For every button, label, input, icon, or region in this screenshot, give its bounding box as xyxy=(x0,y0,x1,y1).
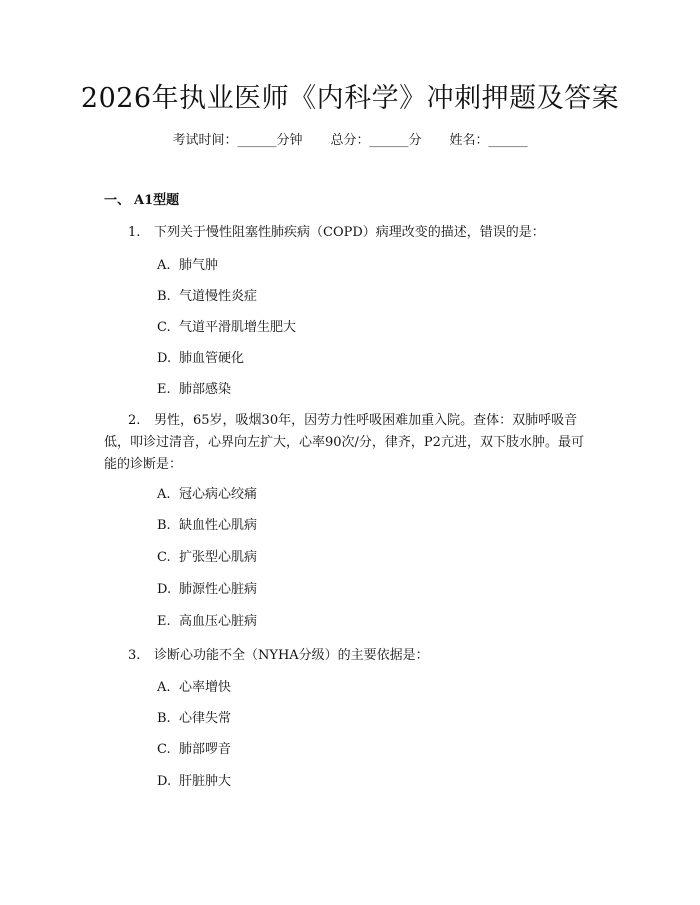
section-label: A1型题 xyxy=(134,193,180,208)
option-letter: D. xyxy=(157,582,172,597)
option-text: 高血压心脏病 xyxy=(179,614,258,629)
question-number: 1. xyxy=(128,225,141,240)
exam-meta xyxy=(0,131,700,151)
option-text: 扩张型心肌病 xyxy=(179,550,258,565)
option-text: 心率增快 xyxy=(179,680,232,695)
option-2b xyxy=(157,516,257,536)
page-title: 2026年执业医师《内科学》冲刺押题及答案 xyxy=(80,83,620,114)
option-text: 缺血性心肌病 xyxy=(179,518,258,533)
name-label: 姓名：______ xyxy=(449,133,528,148)
option-2a xyxy=(157,485,257,505)
question-text: 男性，65岁，吸烟30年，因劳力性呼吸困难加重入院。查体：双肺呼吸音低，叩诊过清音，心界向左扩大，心率90次/分，律齐，P2亢进，双下肢水肿。最可能的诊断是： xyxy=(104,413,584,472)
option-2c xyxy=(157,548,257,568)
option-letter: C. xyxy=(157,742,171,757)
option-letter: C. xyxy=(157,320,171,335)
option-text: 肺源性心脏病 xyxy=(179,582,258,597)
option-letter: A. xyxy=(157,487,171,502)
option-letter: A. xyxy=(157,680,171,695)
option-text: 冠心病心绞痛 xyxy=(179,487,258,502)
option-text: 气道慢性炎症 xyxy=(179,289,258,304)
option-letter: B. xyxy=(157,518,171,533)
option-1c xyxy=(157,318,296,338)
section-heading xyxy=(104,191,179,211)
option-1a xyxy=(157,256,218,276)
option-text: 肺气肿 xyxy=(179,258,219,273)
question-2 xyxy=(104,410,590,476)
question-text: 诊断心功能不全（NYHA分级）的主要依据是： xyxy=(154,648,429,663)
option-2d xyxy=(157,580,257,600)
total-score-label: 总分：______分 xyxy=(330,133,422,148)
option-3d xyxy=(157,772,231,792)
section-number: 一、 xyxy=(104,193,131,208)
exam-time-label: 考试时间：______分钟 xyxy=(172,133,303,148)
option-text: 心律失常 xyxy=(179,711,232,726)
option-2e xyxy=(157,612,257,632)
option-text: 肺部啰音 xyxy=(179,742,232,757)
option-3c xyxy=(157,740,231,760)
question-text: 下列关于慢性阻塞性肺疾病（COPD）病理改变的描述，错误的是： xyxy=(154,225,545,240)
option-text: 肺血管硬化 xyxy=(179,351,245,366)
option-3a xyxy=(157,678,231,698)
question-1 xyxy=(104,222,590,244)
question-3 xyxy=(104,645,590,667)
question-number: 3. xyxy=(128,648,141,663)
option-1b xyxy=(157,287,257,307)
option-text: 气道平滑肌增生肥大 xyxy=(179,320,297,335)
option-letter: D. xyxy=(157,351,172,366)
option-letter: C. xyxy=(157,550,171,565)
option-letter: B. xyxy=(157,711,171,726)
option-1e xyxy=(157,380,231,400)
question-number: 2. xyxy=(128,413,141,428)
option-text: 肺部感染 xyxy=(179,382,232,397)
option-1d xyxy=(157,349,244,369)
option-letter: E. xyxy=(157,382,171,397)
option-3b xyxy=(157,709,231,729)
option-text: 肝脏肿大 xyxy=(179,774,232,789)
option-letter: A. xyxy=(157,258,171,273)
option-letter: D. xyxy=(157,774,172,789)
option-letter: E. xyxy=(157,614,171,629)
option-letter: B. xyxy=(157,289,171,304)
